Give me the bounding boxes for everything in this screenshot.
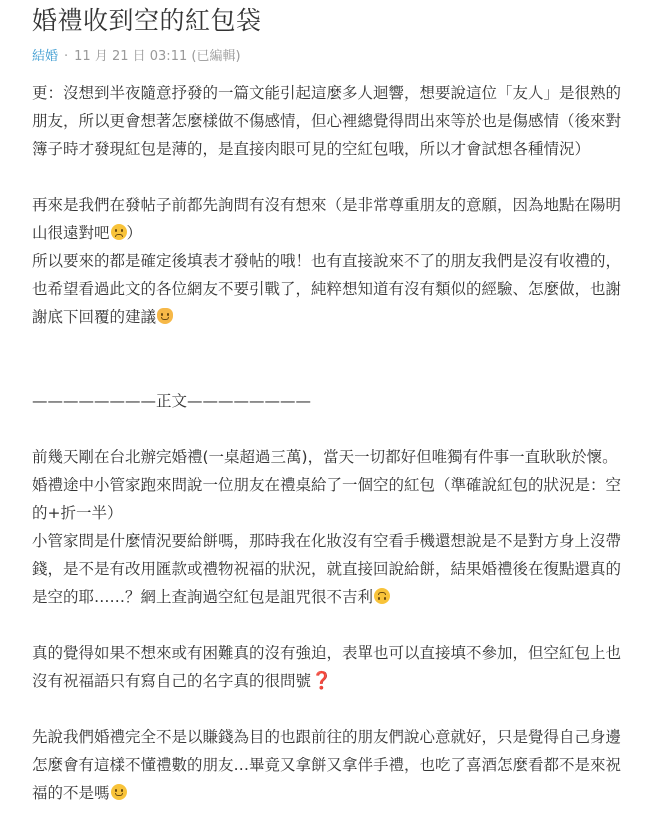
body-paragraph-2 xyxy=(32,639,639,695)
text-line: 怎麼會有這樣不懂禮數的朋友…畢竟又拿餅又拿伴手禮，也吃了喜酒怎麼看都不是來祝 xyxy=(32,756,622,774)
text-line: 先說我們婚禮完全不是以賺錢為目的也跟前往的朋友們說心意就好，只是覺得自己身邊 xyxy=(32,728,622,746)
frowning-face-icon xyxy=(111,224,127,240)
category-link[interactable]: 結婚 xyxy=(32,49,59,64)
text-line: 小管家問是什麼情況要給餅嗎，那時我在化妝沒有空看手機還想說是不是對方身上沒帶 xyxy=(32,532,622,550)
text-line: 沒有祝福語只有寫自己的名字真的很問號 xyxy=(32,672,312,690)
post-title: 婚禮收到空的紅包袋 xyxy=(32,6,262,35)
text-line: 謝底下回覆的建議 xyxy=(32,308,157,326)
text-line: 的+折一半） xyxy=(32,504,123,522)
text-line: 是空的耶……？網上查詢過空紅包是詛咒很不吉利 xyxy=(32,588,374,606)
meta-separator: · xyxy=(64,49,69,64)
text-line: ） xyxy=(126,224,143,242)
update-paragraph xyxy=(32,79,639,163)
smiling-cat-icon xyxy=(157,308,173,324)
post-content xyxy=(32,79,639,807)
text-line: 福的不是嗎 xyxy=(32,784,110,802)
post-meta xyxy=(32,47,639,67)
text-line: 真的覺得如果不想來或有困難真的沒有強迫，表單也可以直接填不參加，但空紅包上也 xyxy=(32,644,622,662)
text-line: 前幾天剛在台北辦完婚禮(一桌超過三萬)，當天一切都好但唯獨有件事一直耿耿於懷。 xyxy=(32,448,618,466)
text-line: 錢，是不是有改用匯款或禮物祝福的狀況，就直接回說給餅，結果婚禮後在復點還真的 xyxy=(32,560,622,578)
text-line: 也希望看過此文的各位網友不要引戰了，純粹想知道有沒有類似的經驗、怎麼做，也謝 xyxy=(32,280,622,298)
text-line: 婚禮途中小管家跑來問說一位朋友在禮桌給了一個空的紅包（準確說紅包的狀況是：空 xyxy=(32,476,622,494)
question-mark-icon: ❓ xyxy=(311,671,333,691)
slightly-smiling-face-icon xyxy=(111,784,127,800)
body-paragraph-3 xyxy=(32,723,639,807)
upside-down-face-icon xyxy=(374,588,390,604)
text-line: 所以要來的都是確定後填表才發帖的哦！也有直接說來不了的朋友我們是沒有收禮的， xyxy=(32,252,622,270)
text-line: 再來是我們在發帖子前都先詢問有沒有想來（是非常尊重朋友的意願，因為地點在陽明 xyxy=(32,196,622,214)
invite-paragraph xyxy=(32,191,639,331)
text-line: 更：沒想到半夜隨意抒發的一篇文能引起這麼多人迴響，想要說這位「友人」是很熟的 xyxy=(32,84,622,102)
edited-label: (已編輯) xyxy=(191,49,241,64)
post-date: 11 月 21 日 03:11 xyxy=(74,49,188,64)
text-line: 朋友，所以更會想著怎麼樣做不傷感情，但心裡總覺得問出來等於也是傷感情（後來對 xyxy=(32,112,622,130)
text-line: 山很遠對吧 xyxy=(32,224,110,242)
body-paragraph-1 xyxy=(32,443,639,611)
section-divider: ————————正文———————— xyxy=(32,392,312,410)
text-line: 簿子時才發現紅包是薄的，是直接肉眼可見的空紅包哦，所以才會試想各種情況） xyxy=(32,140,591,158)
